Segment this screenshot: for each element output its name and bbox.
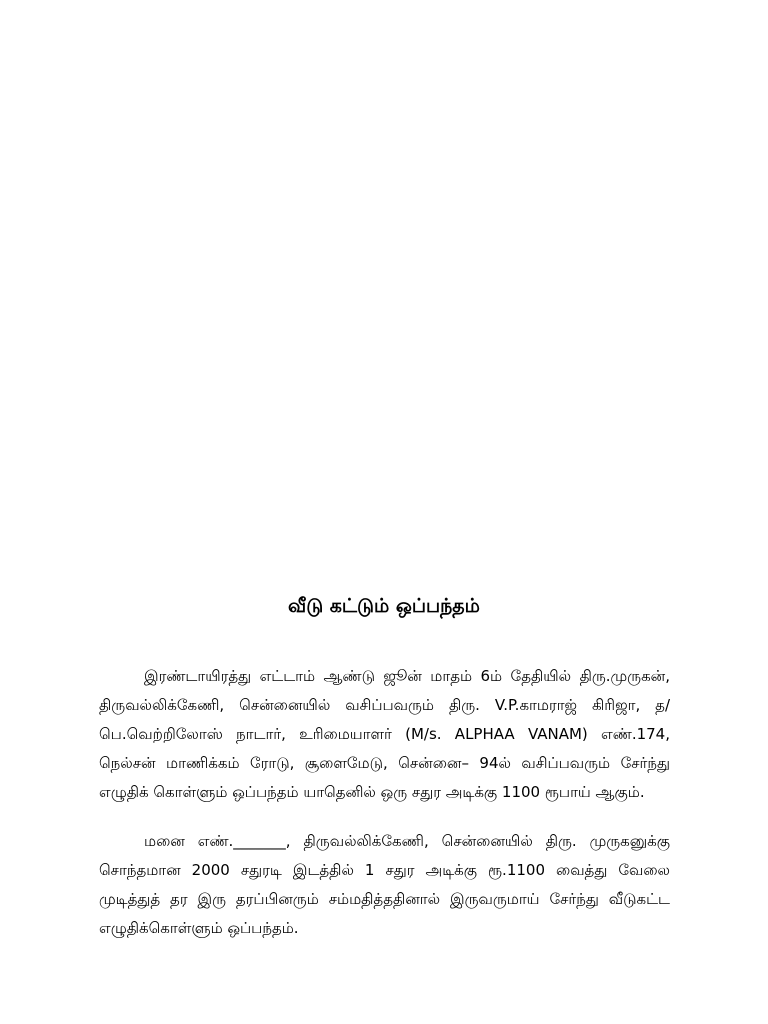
agreement-paragraph-2: மனை எண்._______, திருவல்லிக்கேணி, சென்னையில் திரு. முருகனுக்கு சொந்தமான 2000 சதுரடி இடத்தில் 1 சதுர அடிக்கு ரூ.1100 வைத்து வேலை முடித்துத் தர இரு தரப்பினரும் சம்மதித்ததினால் இருவருமாய் சேர்ந்து வீடுகட்ட எழுதிக்கொள்ளும் ஒப்பந்தம். [99,832,670,937]
agreement-paragraph-1: இரண்டாயிரத்து எட்டாம் ஆண்டு ஜூன் மாதம் 6ம் தேதியில் திரு.முருகன், திருவல்லிக்கேணி, சென்னையில் வசிப்பவரும் திரு. V.P.காமராஜ் கிரிஜா, த/பெ.வெற்றிலோஸ் நாடார், உரிமையாளர் (M/s. ALPHAA VANAM) எண்.174, நெல்சன் மாணிக்கம் ரோடு, சூளைமேடு, சென்னை– 94ல் வசிப்பவரும் சேர்ந்து எழுதிக் கொள்ளும் ஒப்பந்தம் யாதெனில் ஒரு சதுர அடிக்கு 1100 ரூபாய் ஆகும். [99,667,670,801]
document-title: வீடு கட்டும் ஒப்பந்தம் [288,595,480,617]
